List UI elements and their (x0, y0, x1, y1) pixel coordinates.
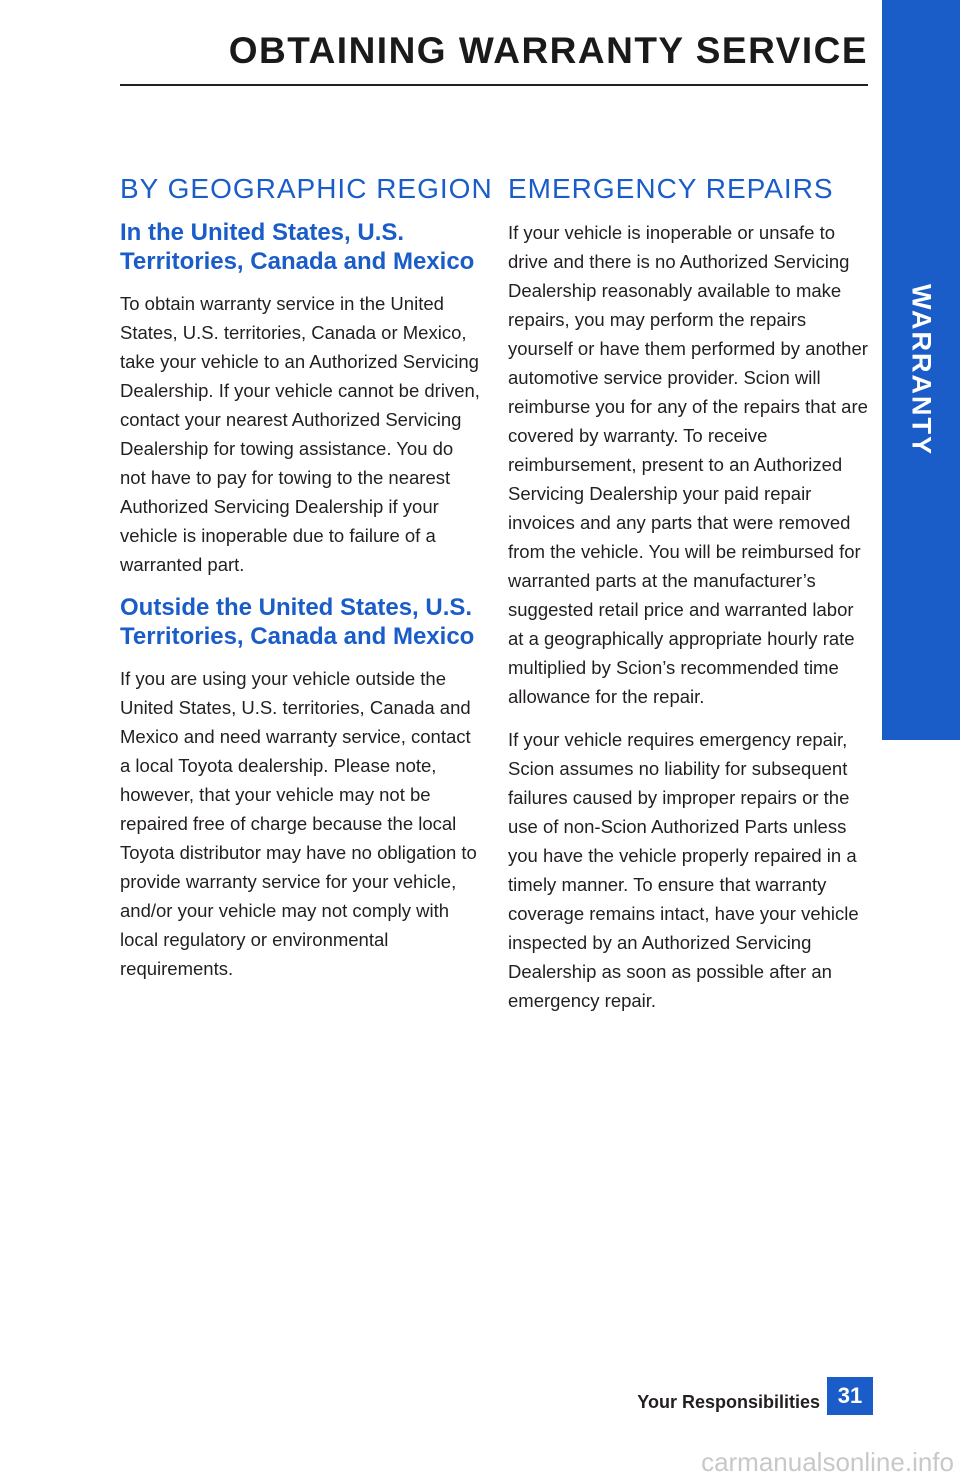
header-divider (120, 84, 868, 86)
page-number: 31 (827, 1377, 873, 1415)
page-title: OBTAINING WARRANTY SERVICE (228, 30, 868, 71)
paragraph-foreign-service: If you are using your vehicle outside the United States, U.S. territories, Canada and Mexico and need warranty service, contact a local Toyota dealership. Please note, however, that your vehicle may not be repaired free of charge because the local Toyota distributor may have no obligation to provide warranty service for your vehicle, and/or your vehicle may not comply with local regulatory or environmental requirements. (120, 668, 477, 979)
watermark-text: carmanualsonline.info (701, 1447, 954, 1477)
subheading-outside-us: Outside the United States, U.S. Territories, Canada and Mexico (120, 594, 475, 650)
left-column (120, 168, 493, 997)
subheading-us-territories: In the United States, U.S. Territories, Canada and Mexico (120, 219, 475, 275)
right-column (508, 168, 868, 1029)
section-heading-emergency-repairs: EMERGENCY REPAIRS (508, 173, 834, 204)
paragraph-domestic-service: To obtain warranty service in the United States, U.S. territories, Canada or Mexico, take your vehicle to an Authorized Servicing Dealership. If your vehicle cannot be driven, contact your nearest Authorized Servicing Dealership for towing assistance. You do not have to pay for towing to the nearest Authorized Servicing Dealership if your vehicle is inoperable due to failure of a warranted part. (120, 293, 480, 575)
paragraph-emergency-liability: If your vehicle requires emergency repair, Scion assumes no liability for subsequent failures caused by improper repairs or the use of non-Scion Authorized Parts unless you have the vehicle properly repaired in a timely manner. To ensure that warranty coverage remains intact, have your vehicle inspected by an Authorized Servicing Dealership as soon as possible after an emergency repair. (508, 729, 859, 1011)
footer-section-label: Your Responsibilities (637, 1392, 820, 1412)
section-heading-geographic-region: BY GEOGRAPHIC REGION (120, 173, 493, 204)
paragraph-emergency-reimbursement: If your vehicle is inoperable or unsafe to drive and there is no Authorized Servicing Dealership reasonably available to make repairs, you may perform the repairs yourself or have them performed by another automotive service provider. Scion will reimburse you for any of the repairs that are covered by warranty. To receive reimbursement, present to an Authorized Servicing Dealership your paid repair invoices and any parts that were removed from the vehicle. You will be reimbursed for warranted parts at the manufacturer’s suggested retail price and warranted labor at a geographically appropriate hourly rate multiplied by Scion’s recommended time allowance for the repair. (508, 222, 868, 707)
side-section-tab-label: WARRANTY (906, 284, 937, 456)
